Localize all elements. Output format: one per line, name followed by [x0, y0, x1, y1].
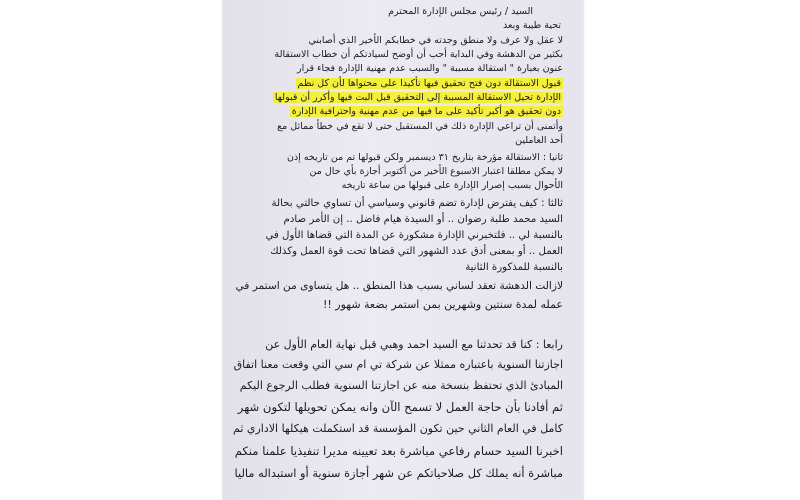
body-line: وأتمنى أن تراعي الإدارة ذلك في المستقبل حتى لا تقع في خطأ مماثل مع: [277, 121, 563, 132]
highlighted-text: قبول الاستقالة دون فتح تحقيق فيها تأكيدا على محتواها لأن كل نظم: [297, 78, 561, 89]
body-line: مباشرة أنه يملك كل صلاحياتكم عن شهر أجازة سنوية أو استبداله ماليا: [234, 466, 563, 480]
body-line: بالنسبة لي .. فلتخبرني الإدارة مشكورة عن المدة التي قضاها الأول في: [265, 230, 563, 241]
body-line: اخبرنا السيد حسام رفاعي مباشرة بعد تعيينه مديرا تنفيذيا علمنا منكم: [234, 444, 563, 458]
body-line: اجازتنا السنوية باعتباره ممثلا عن شركة تي ام سي التي وقعت معنا اتفاق: [233, 358, 563, 371]
document-paper: [223, 0, 583, 500]
body-line: بالنسبة للمذكورة الثانية: [465, 262, 563, 273]
body-line: السيد محمد طلبة رضوان .. أو السيدة هيام فاضل .. إن الأمر صادم: [283, 214, 563, 225]
body-line: كامل في العام الثاني حين تكون المؤسسة قد استكملت هيكلها الاداري ثم: [233, 422, 563, 435]
highlighted-text: دون تحقيق هو أكبر تأكيد على ما فيها من عدم مهنية واحترافية الإدارة: [291, 106, 561, 117]
highlighted-line: [296, 78, 563, 89]
body-line: عنون بعبارة " استقالة مسببة " والسبب عدم مهنية الإدارة فجاء قرار: [296, 63, 563, 74]
body-line: لا يمكن مطلقا اعتبار الاسبوع الأخير من أكتوبر أجازة بأي حال من: [309, 166, 563, 177]
body-line: بكثير من الدهشة وفي البداية أحب أن أوضح لسيادتكم أن خطاب الاستقالة: [274, 49, 563, 60]
highlighted-text: الإدارة تحيل الاستقالة المسببة إلى التحقيق قبل البت فيها وأكرر أن قبولها: [274, 92, 561, 103]
body-line: المبادئ الذي تحتفظ بنسخة منه عن اجازتنا السنوية فطلب الرجوع اليكم: [239, 379, 563, 392]
salutation: السيد / رئيس مجلس الإدارة المحترم: [388, 6, 533, 17]
body-line: ثالثا : كيف يفترض لإدارة تضم قانوني وسياسي أن تساوي حالتي بحالة: [271, 198, 563, 209]
body-line: رابعا : كنا قد تحدثنا مع السيد احمد وهبي قبل نهاية العام الأول عن: [265, 338, 563, 351]
body-line: العمل .. أو بمعنى أدق عدد الشهور التي قضاها تحت قوة العمل وكذلك: [270, 246, 563, 257]
highlighted-line: [290, 106, 563, 117]
body-line: ثانيا : الاستقالة مؤرخة بتاريخ ٣١ ديسمبر ولكن قبولها تم من تاريخه إذن: [286, 152, 563, 163]
body-line: لازالت الدهشة تعقد لساني بسبب هذا المنطق .. هل يتساوى من استمر في: [235, 280, 563, 292]
body-line: عمله لمدة سنتين وشهرين بمن استمر بضعة شهور !!: [322, 298, 563, 311]
body-line: أحد العاملين: [515, 135, 563, 146]
body-line: الأحوال بسبب إصرار الإدارة على قبولها من ساعة تاريخه: [341, 180, 563, 191]
greeting: تحية طيبة وبعد: [503, 20, 561, 31]
body-line: ثم أفادنا بأن حاجة العمل لا تسمح الآن وانه يمكن تحويلها لتكون شهر: [237, 400, 563, 414]
highlighted-line: [273, 92, 563, 103]
body-line: لا عقل ولا عرف ولا منطق وجدته في خطابكم الأخير الذي أصابني: [308, 35, 563, 46]
